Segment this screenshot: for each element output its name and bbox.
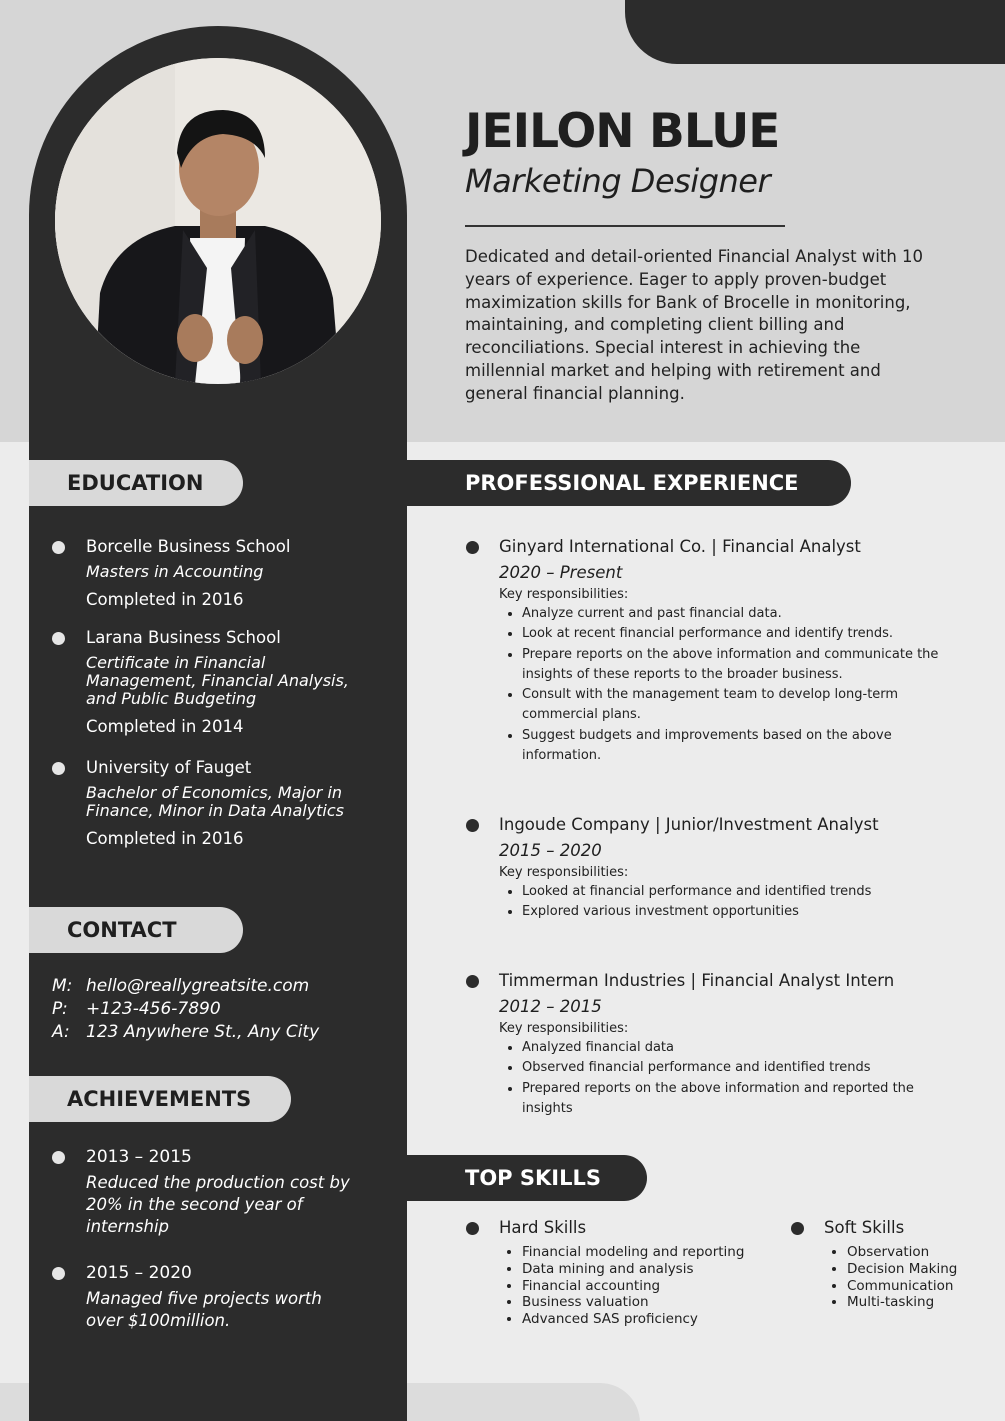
achievement-item [86, 1146, 356, 1238]
achievement-period: 2013 – 2015 [86, 1147, 192, 1167]
address-label: A: [52, 1022, 70, 1042]
job-period: 2012 – 2015 [499, 997, 602, 1016]
education-heading: EDUCATION [29, 460, 243, 506]
experience-heading: PROFESSIONAL EXPERIENCE [407, 460, 851, 506]
list-item: • Suggest budgets and improvements based on the above information. [522, 726, 949, 767]
bullet-icon [52, 1151, 65, 1164]
list-item: • Financial accounting [522, 1278, 769, 1295]
responsibilities-list [522, 1038, 949, 1119]
contact-heading: CONTACT [29, 907, 243, 953]
responsibilities-label: Key responsibilities: [499, 1021, 629, 1036]
bullet-icon [52, 1267, 65, 1280]
responsibilities-label: Key responsibilities: [499, 587, 629, 602]
list-item: • Decision Making [847, 1261, 994, 1278]
education-item [86, 627, 366, 738]
list-item: • Prepare reports on the above information and communicate the insights of these reports to the broader business. [522, 645, 949, 686]
responsibilities-list [522, 604, 949, 766]
hard-skills [499, 1217, 769, 1328]
bullet-icon [52, 541, 65, 554]
bullet-icon [466, 819, 479, 832]
education-item [86, 757, 366, 850]
list-item: • Observation [847, 1244, 994, 1261]
job-period: 2015 – 2020 [499, 841, 602, 860]
list-item: • Observed financial performance and identified trends [522, 1058, 949, 1078]
responsibilities-list [522, 882, 949, 923]
bullet-icon [52, 632, 65, 645]
bullet-icon [52, 762, 65, 775]
list-item: • Prepared reports on the above information and reported the insights [522, 1079, 949, 1120]
profile-summary: Dedicated and detail-oriented Financial Analyst with 10 years of experience. Eager to apply proven-budget maximization skills for Bank of Brocelle in monitoring, maintaining, and completing client billing and reconciliations. Special interest in achieving the millennial market and helping with retirement and general financial planning. [465, 247, 924, 403]
list-item: • Looked at financial performance and identified trends [522, 882, 949, 902]
email-value[interactable]: hello@reallygreatsite.com [86, 976, 310, 996]
achievement-item [86, 1262, 356, 1332]
contact-phone [52, 999, 221, 1019]
soft-skills [824, 1217, 994, 1311]
school-name: Borcelle Business School [86, 537, 291, 556]
address-value: 123 Anywhere St., Any City [86, 1022, 320, 1042]
list-item: • Data mining and analysis [522, 1261, 769, 1278]
achievements-heading: ACHIEVEMENTS [29, 1076, 291, 1122]
job-title: Timmerman Industries | Financial Analyst Intern [499, 971, 895, 990]
profile-photo [55, 58, 381, 384]
job-period: 2020 – Present [499, 563, 623, 582]
achievement-text: Managed five projects worth over $100million. [86, 1289, 322, 1330]
email-label: M: [52, 976, 73, 996]
soft-skills-list [847, 1244, 994, 1311]
person-name: JEILON BLUE [465, 104, 780, 159]
achievement-period: 2015 – 2020 [86, 1263, 192, 1283]
bullet-icon [466, 1222, 479, 1235]
list-item: • Analyze current and past financial data. [522, 604, 949, 624]
phone-label: P: [52, 999, 68, 1019]
phone-value[interactable]: +123-456-7890 [86, 999, 221, 1019]
corner-decoration [625, 0, 1005, 64]
job-entry [499, 970, 949, 1119]
completion-year: Completed in 2014 [86, 717, 244, 736]
responsibilities-label: Key responsibilities: [499, 865, 629, 880]
list-item: • Multi-tasking [847, 1294, 994, 1311]
list-item: • Communication [847, 1278, 994, 1295]
list-item: • Look at recent financial performance and identify trends. [522, 624, 949, 644]
list-item: • Explored various investment opportunities [522, 902, 949, 922]
achievement-text: Reduced the production cost by 20% in the second year of internship [86, 1173, 350, 1236]
list-item: • Advanced SAS proficiency [522, 1311, 769, 1328]
hard-skills-list [522, 1244, 769, 1328]
list-item: • Analyzed financial data [522, 1038, 949, 1058]
job-role: Marketing Designer [465, 162, 771, 200]
completion-year: Completed in 2016 [86, 829, 244, 848]
bullet-icon [466, 541, 479, 554]
school-name: Larana Business School [86, 628, 281, 647]
job-entry [499, 536, 949, 766]
degree: Certificate in Financial Management, Financial Analysis, and Public Budgeting [86, 653, 349, 708]
school-name: University of Fauget [86, 758, 252, 777]
completion-year: Completed in 2016 [86, 590, 244, 609]
degree: Bachelor of Economics, Major in Finance, Minor in Data Analytics [86, 783, 345, 820]
skills-heading: TOP SKILLS [407, 1155, 647, 1201]
job-entry [499, 814, 949, 923]
soft-skills-title: Soft Skills [824, 1218, 905, 1237]
hard-skills-title: Hard Skills [499, 1218, 587, 1237]
education-item [86, 536, 366, 611]
contact-email [52, 976, 309, 996]
degree: Masters in Accounting [86, 562, 264, 581]
job-title: Ginyard International Co. | Financial Analyst [499, 537, 861, 556]
bullet-icon [791, 1222, 804, 1235]
person-illustration [55, 58, 381, 384]
list-item: • Business valuation [522, 1294, 769, 1311]
contact-address [52, 1022, 319, 1042]
divider [465, 225, 785, 227]
job-title: Ingoude Company | Junior/Investment Analyst [499, 815, 879, 834]
bullet-icon [466, 975, 479, 988]
list-item: • Financial modeling and reporting [522, 1244, 769, 1261]
list-item: • Consult with the management team to develop long-term commercial plans. [522, 685, 949, 726]
